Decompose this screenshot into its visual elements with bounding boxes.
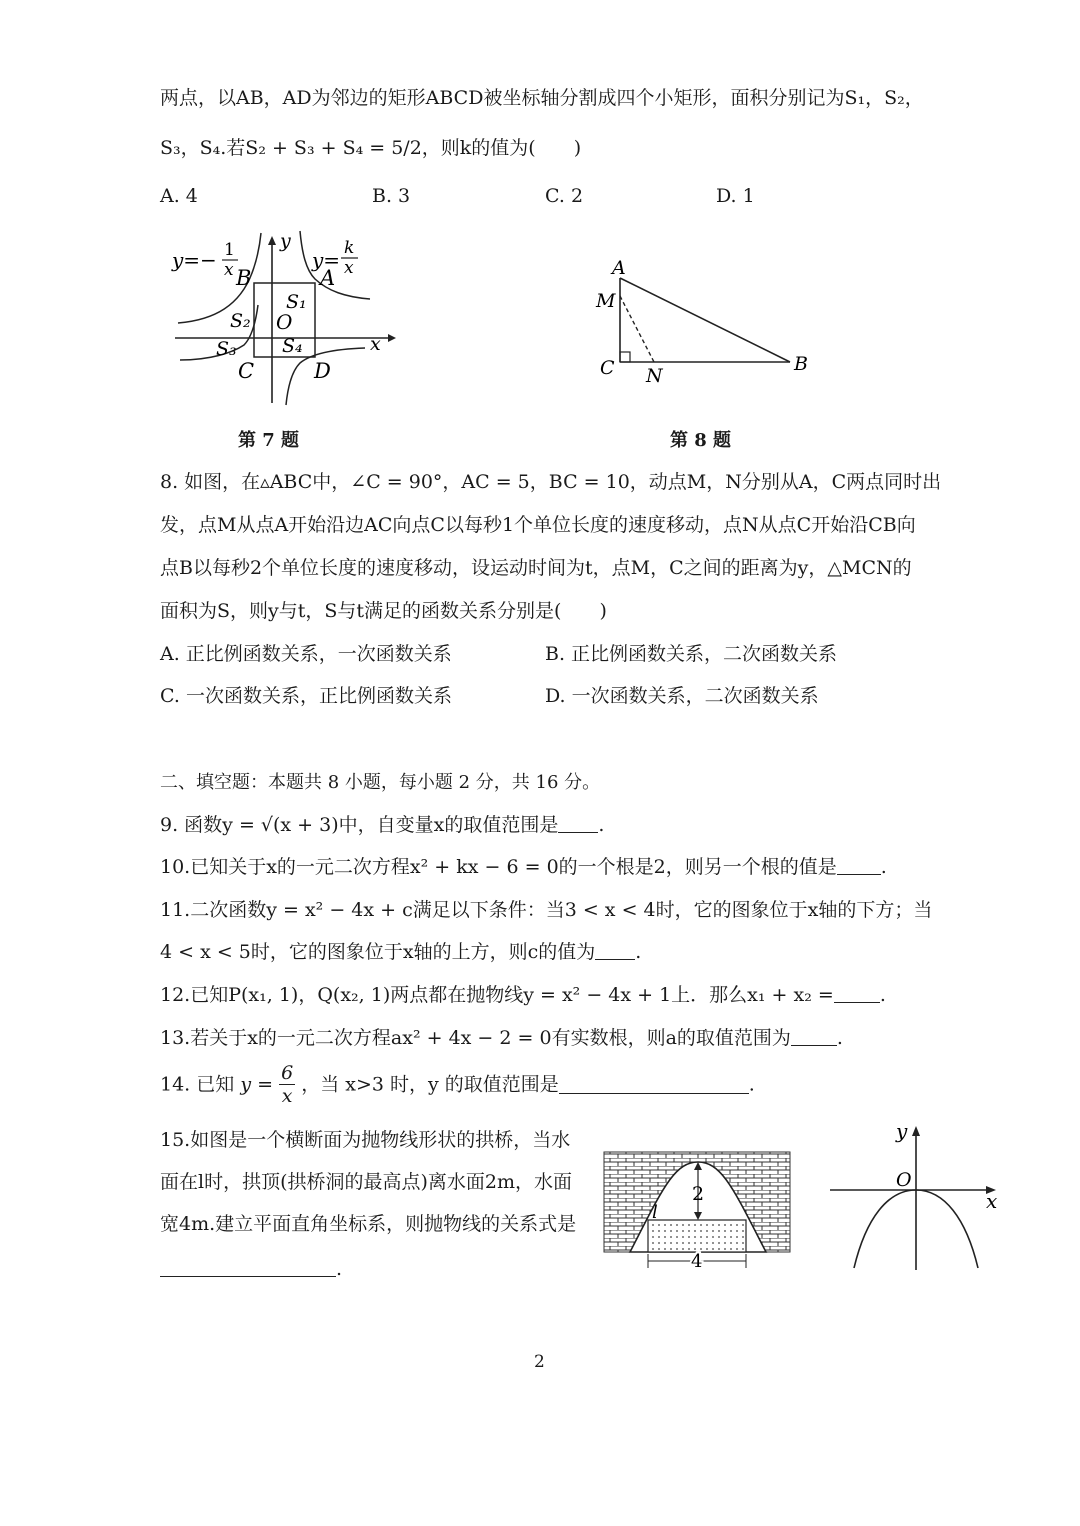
svg-text:k: k (344, 238, 355, 258)
q7-option-b: B. 3 (372, 185, 411, 207)
q7-label-s3: S₃ (216, 338, 237, 360)
q8-label-c: C (600, 357, 615, 379)
q7-eq-right: y= (312, 248, 341, 272)
q14: 14. 已知 y = $\frac{6}{x}$ ，当 x>3 时，y 的取值范围是 . (160, 1062, 755, 1107)
q15-bridge-width: 4 (691, 1251, 703, 1270)
q15-line3: 宽4m.建立平面直角坐标系，则抛物线的关系式是 (160, 1213, 577, 1235)
q8-text-line2: 发，点M从点A开始沿边AC向点C以每秒1个单位长度的速度移动，点N从点C开始沿CB向 (160, 514, 916, 536)
q8-text-line3: 点B以每秒2个单位长度的速度移动，设运动时间为t，点M，C之间的距离为y，△MCN的 (160, 557, 912, 579)
q15-bridge-figure (602, 1150, 792, 1270)
q7-label-b: B (236, 266, 252, 290)
q8-text-line4: 面积为S，则y与t，S与t满足的函数关系分别是( ) (160, 600, 607, 622)
svg-text:x: x (344, 258, 354, 278)
section-heading: 二、填空题：本题共 8 小题，每小题 2 分，共 16 分。 (160, 772, 601, 793)
q8-label-b: B (794, 353, 808, 375)
q8-label-n: N (646, 365, 663, 387)
q8-option-d: D. 一次函数关系，二次函数关系 (545, 685, 819, 707)
q8-figure (590, 250, 820, 390)
svg-text:1: 1 (224, 240, 235, 260)
q8-label-a: A (612, 257, 626, 279)
q8-option-a: A. 正比例函数关系，一次函数关系 (160, 643, 452, 665)
q7-text-line1: 两点，以AB，AD为邻边的矩形ABCD被坐标轴分割成四个小矩形，面积分别记为S₁，S₂， (160, 87, 924, 109)
q7-label-a: A (320, 266, 336, 290)
q15-axis-x: x (986, 1189, 998, 1213)
q7-label-d: D (314, 359, 331, 383)
q7-label-c: C (238, 359, 255, 383)
q7-option-c: C. 2 (545, 185, 584, 207)
q15-axes-figure (826, 1118, 1006, 1278)
page-number: 2 (534, 1352, 545, 1372)
q7-text-line2: S₃，S₄.若S₂ + S₃ + S₄ = 5/2，则k的值为( ) (160, 137, 582, 159)
q15-origin: O (896, 1169, 912, 1191)
q9: 9. 函数y = √(x + 3)中，自变量x的取值范围是 . (160, 814, 605, 836)
q8-option-b: B. 正比例函数关系，二次函数关系 (545, 643, 838, 665)
q8-option-c: C. 一次函数关系，正比例函数关系 (160, 685, 452, 707)
q7-label-x: x (370, 333, 381, 355)
q7-label-o: O (276, 310, 293, 334)
q8-label-m: M (596, 290, 616, 312)
q15-water-label: l (652, 1202, 658, 1223)
q15-line1: 15.如图是一个横断面为抛物线形状的拱桥，当水 (160, 1129, 571, 1151)
q7-label-s4: S₄ (282, 335, 303, 357)
q7-option-a: A. 4 (160, 185, 198, 207)
q11-line1: 11.二次函数y = x² − 4x + c满足以下条件：当3 < x < 4时，它的图象位于x轴的下方；当 (160, 899, 933, 921)
q15-axis-y: y (896, 1119, 908, 1143)
q10: 10.已知关于x的一元二次方程x² + kx − 6 = 0的一个根是2，则另一个根的值是 . (160, 856, 887, 878)
q15-bridge-height: 2 (692, 1183, 705, 1205)
q7-label-s2: S₂ (230, 310, 251, 332)
q8-text-line1: 8. 如图，在▵ABC中，∠C = 90°，AC = 5，BC = 10，动点M，N分别从A，C两点同时出 (160, 471, 942, 493)
q7-option-d: D. 1 (716, 185, 755, 207)
q7-label-s1: S₁ (286, 291, 307, 313)
q13: 13.若关于x的一元二次方程ax² + 4x − 2 = 0有实数根，则a的取值范围为 . (160, 1027, 843, 1049)
q8-caption: 第 8 题 (670, 430, 732, 451)
q7-label-y: y (280, 230, 291, 252)
q7-figure (160, 225, 400, 410)
q12: 12.已知P(x₁, 1)，Q(x₂, 1)两点都在抛物线y = x² − 4x + 1上．那么x₁ + x₂ = . (160, 984, 886, 1006)
svg-text:x: x (224, 260, 234, 280)
q15-answer-line: . (160, 1257, 342, 1281)
q11-line2: 4 < x < 5时，它的图象位于x轴的上方，则c的值为 . (160, 941, 642, 963)
q7-eq-left: y=− (172, 248, 217, 272)
q15-line2: 面在l时，拱顶(拱桥洞的最高点)离水面2m，水面 (160, 1171, 573, 1193)
q7-caption: 第 7 题 (238, 430, 300, 451)
